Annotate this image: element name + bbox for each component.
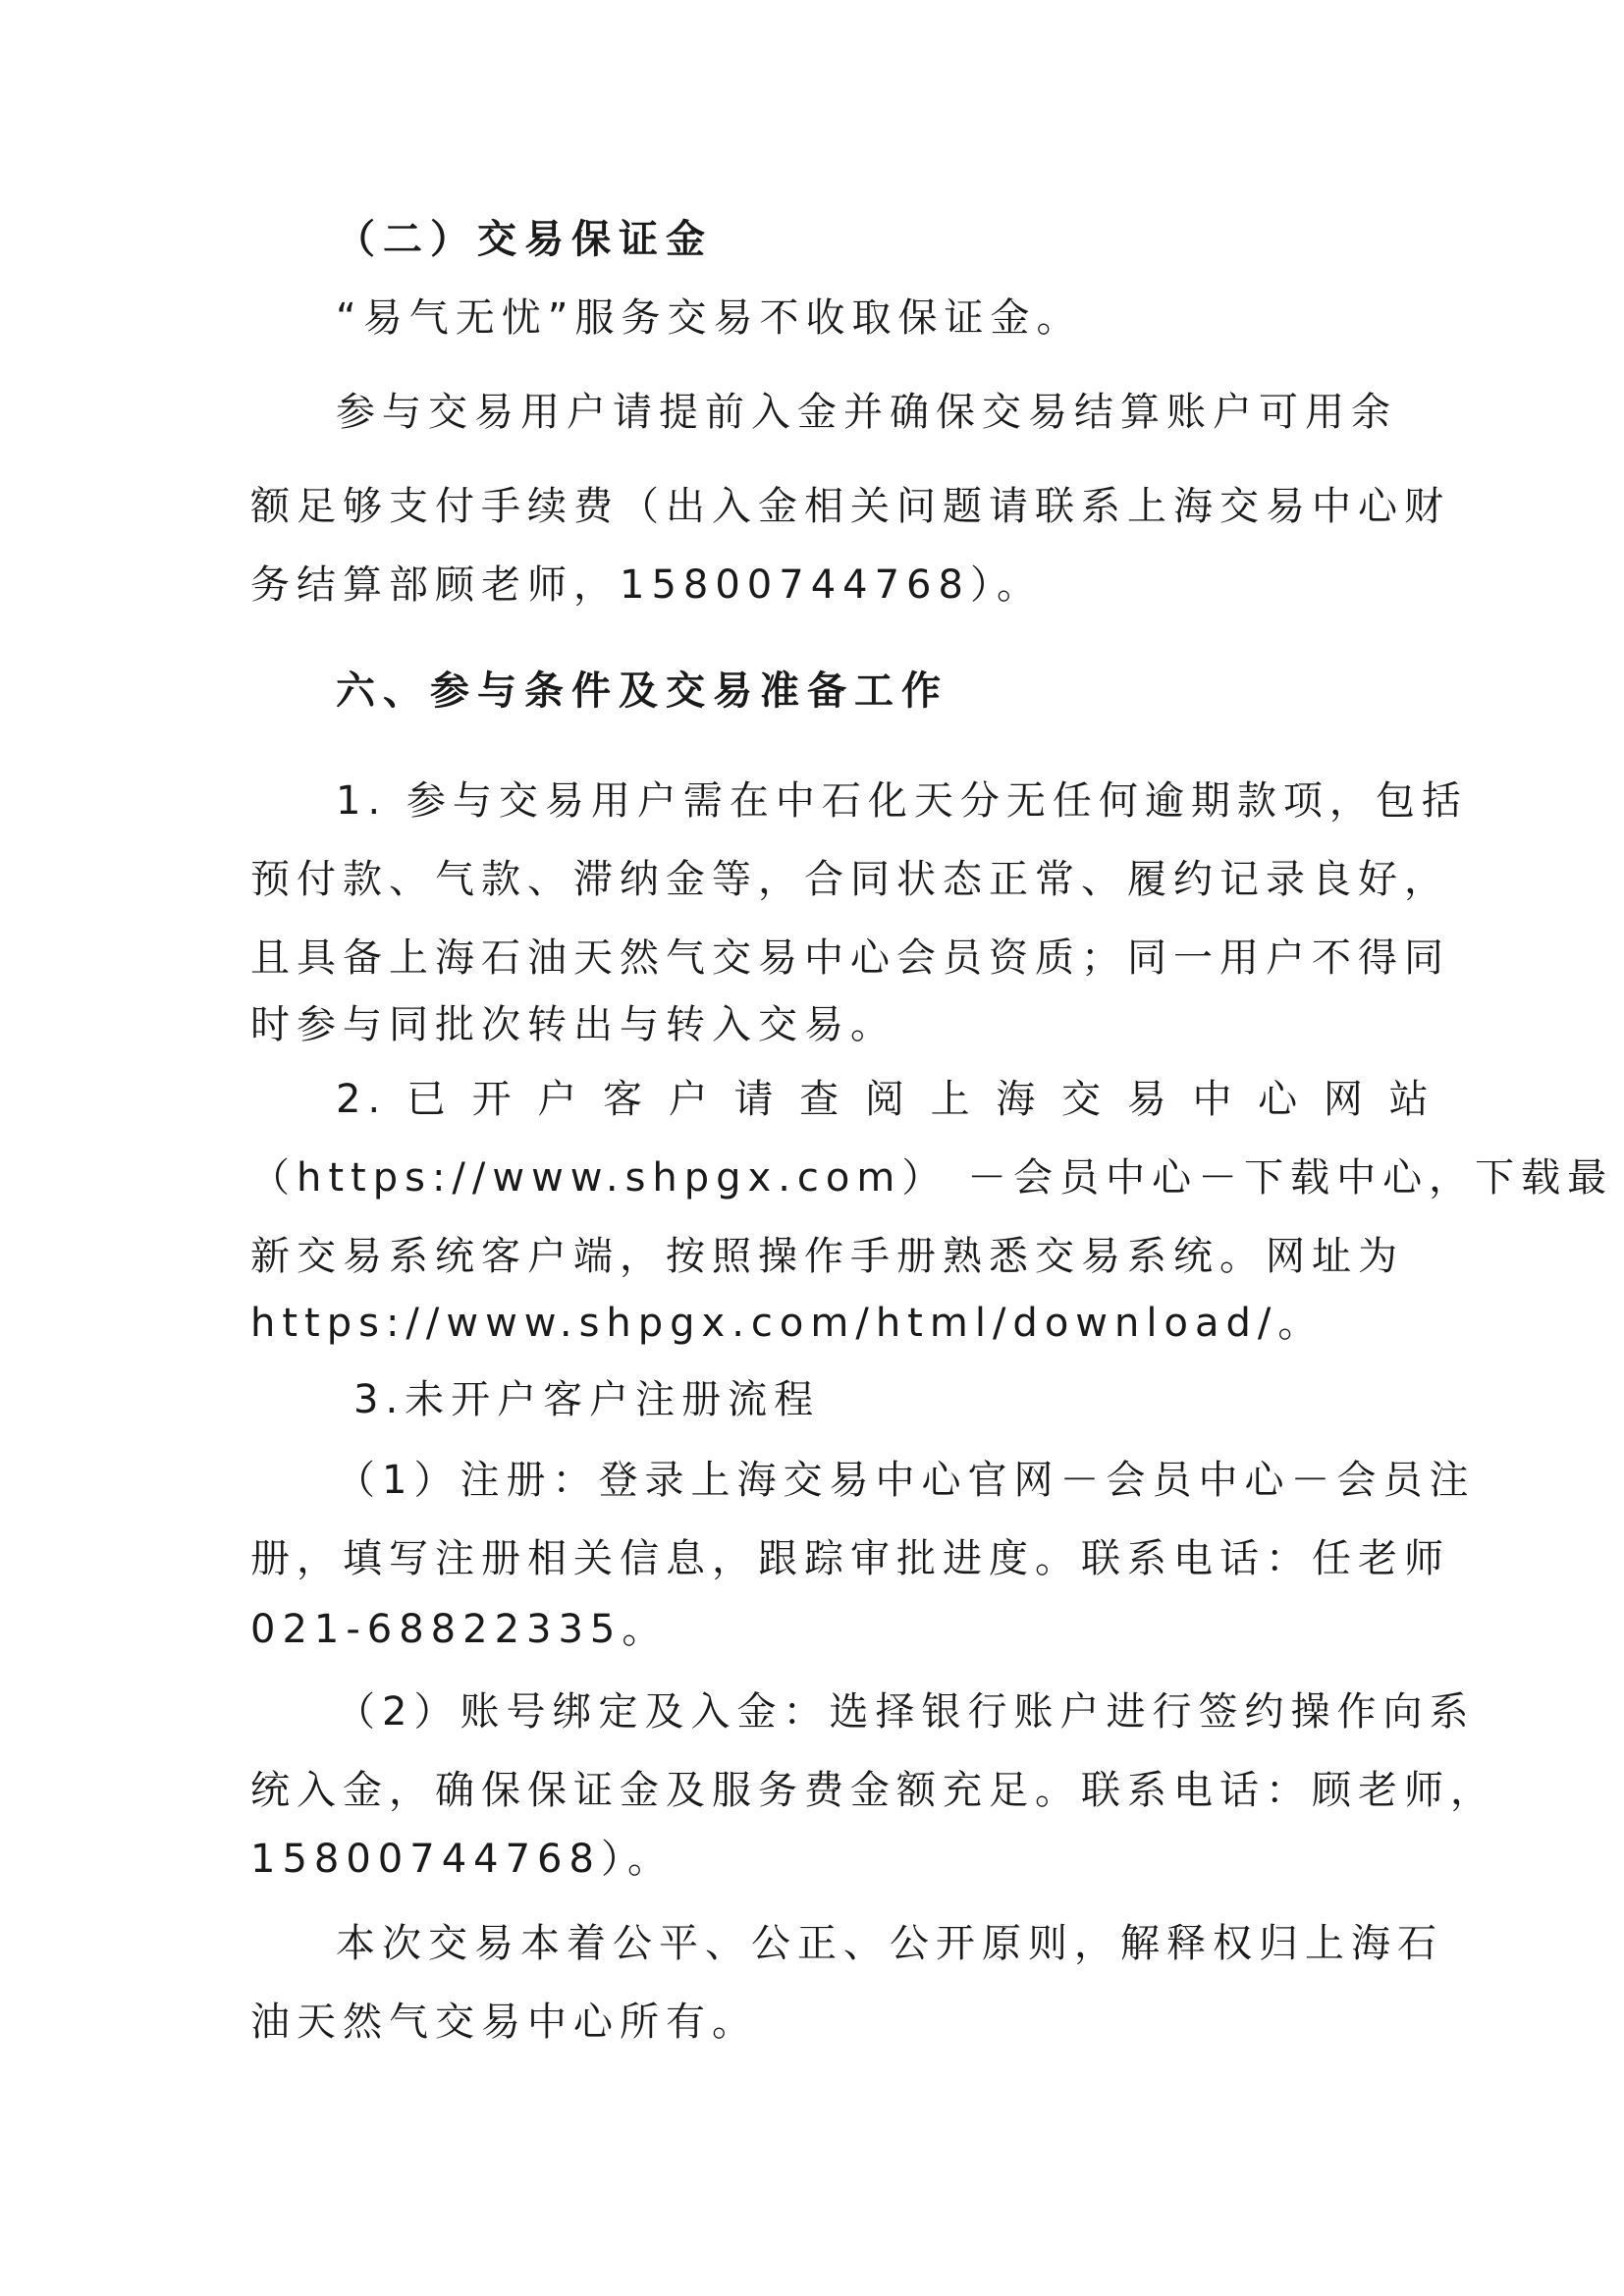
paragraph-line: 时参与同批次转出与转入交易。 xyxy=(250,1002,896,1047)
paragraph-line: 021-68822335。 xyxy=(250,1607,669,1652)
paragraph-line: 务结算部顾老师，15800744768）。 xyxy=(250,562,1043,608)
paragraph-line: 且具备上海石油天然气交易中心会员资质；同一用户不得同 xyxy=(250,935,1450,981)
paragraph-line: （https://www.shpgx.com） －会员中心－下载中心，下载最 xyxy=(250,1155,1614,1201)
paragraph-line: 参与交易用户请提前入金并确保交易结算账户可用余 xyxy=(336,390,1397,435)
paragraph-line: “易气无忧”服务交易不收取保证金。 xyxy=(336,295,1083,341)
paragraph-line: 2. 已 开 户 客 户 请 查 阅 上 海 交 易 中 心 网 站 xyxy=(336,1077,1435,1122)
paragraph-line: （1）注册：登录上海交易中心官网－会员中心－会员注 xyxy=(336,1458,1476,1503)
paragraph-line: 油天然气交易中心所有。 xyxy=(250,2000,758,2045)
paragraph-line: 额足够支付手续费（出入金相关问题请联系上海交易中心财 xyxy=(250,484,1450,529)
paragraph-line: 新交易系统客户端，按照操作手册熟悉交易系统。网址为 xyxy=(250,1234,1404,1279)
paragraph-line: 册，填写注册相关信息，跟踪审批进度。联系电话：任老师 xyxy=(250,1536,1450,1581)
paragraph-line: 15800744768）。 xyxy=(250,1837,674,1882)
paragraph-line: 预付款、气款、滞纳金等，合同状态正常、履约记录良好， xyxy=(250,857,1450,902)
paragraph-line: 本次交易本着公平、公正、公开原则，解释权归上海石 xyxy=(336,1921,1443,1966)
subheading-line: 3.未开户客户注册流程 xyxy=(353,1377,821,1422)
heading-margin: （二）交易保证金 xyxy=(336,217,713,262)
heading-section-six: 六、参与条件及交易准备工作 xyxy=(336,668,948,714)
paragraph-line: 1. 参与交易用户需在中石化天分无任何逾期款项，包括 xyxy=(336,778,1468,824)
paragraph-line: （2）账号绑定及入金：选择银行账户进行签约操作向系 xyxy=(336,1689,1476,1735)
paragraph-line: https://www.shpgx.com/html/download/。 xyxy=(250,1301,1325,1346)
paragraph-line: 统入金，确保保证金及服务费金额充足。联系电话：顾老师， xyxy=(250,1768,1496,1813)
